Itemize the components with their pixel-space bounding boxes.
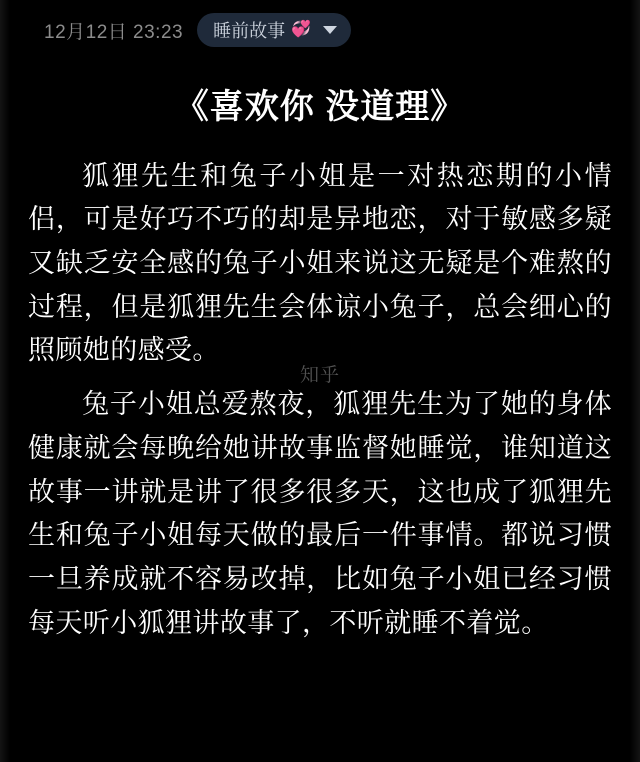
post-timestamp: 12月12日 23:23 (44, 21, 184, 43)
chevron-down-icon[interactable] (323, 26, 337, 34)
topic-tag-label: 睡前故事 (213, 21, 286, 41)
topic-tag-button[interactable] (197, 13, 351, 47)
article-body (0, 44, 640, 646)
hearts-emoji-icon: 💞 (291, 21, 312, 38)
page-title: 《喜欢你 没道理》 (174, 88, 466, 126)
watermark-text: 知乎 (300, 365, 341, 386)
post-meta-bar (0, 0, 640, 44)
article-paragraph: 兔子小姐总爱熬夜，狐狸先生为了她的身体健康就会每晚给她讲故事监督她睡觉，谁知道这故事一讲就是讲了很多很多天，这也成了狐狸先生和兔子小姐每天做的最后一件事情。都说习惯一旦养成就不容易改掉，比如兔子小姐已经习惯每天听小狐狸讲故事了，不听就睡不着觉。 (28, 389, 612, 638)
article-paragraph: 狐狸先生和兔子小姐是一对热恋期的小情侣，可是好巧不巧的却是异地恋，对于敏感多疑又缺乏安全感的兔子小姐来说这无疑是个难熬的过程，但是狐狸先生会体谅小兔子，总会细心的照顾她的感受。 (28, 160, 612, 366)
